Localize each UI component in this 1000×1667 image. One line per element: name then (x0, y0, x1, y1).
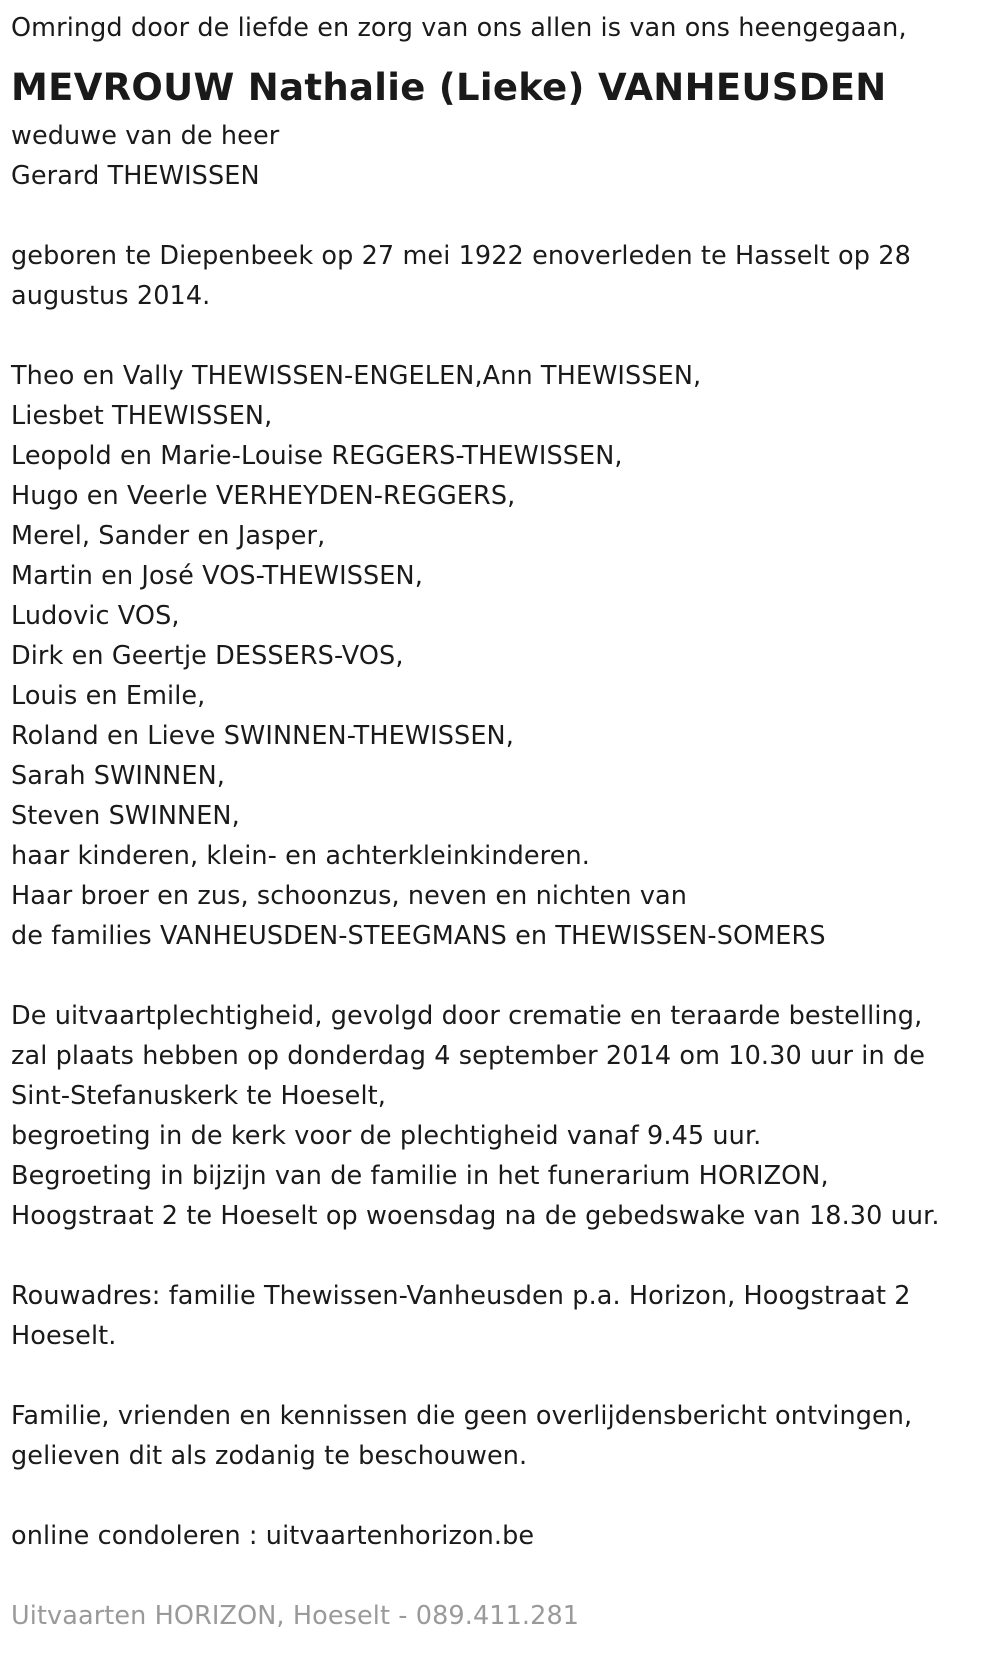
family-line: Hugo en Veerle VERHEYDEN-REGGERS, (11, 481, 516, 511)
family-line: haar kinderen, klein- en achterkleinkinderen. (11, 841, 590, 871)
family-line: Roland en Lieve SWINNEN-THEWISSEN, (11, 721, 514, 751)
family-line: Steven SWINNEN, (11, 801, 240, 831)
family-line: Ludovic VOS, (11, 601, 180, 631)
family-line: de families VANHEUSDEN-STEEGMANS en THEWISSEN-SOMERS (11, 921, 826, 951)
ceremony-line: Hoogstraat 2 te Hoeselt op woensdag na de gebedswake van 18.30 uur. (11, 1201, 940, 1231)
family-line: Merel, Sander en Jasper, (11, 521, 326, 551)
spacer (11, 1556, 1000, 1596)
deceased-name: MEVROUW Nathalie (Lieke) VANHEUSDEN (11, 66, 887, 109)
notice-line: Familie, vrienden en kennissen die geen overlijdensbericht ontvingen, (11, 1401, 913, 1431)
ceremony-line: zal plaats hebben op donderdag 4 september 2014 om 10.30 uur in de (11, 1041, 926, 1071)
address-line: Rouwadres: familie Thewissen-Vanheusden p.a. Horizon, Hoogstraat 2 (11, 1281, 911, 1311)
notice-section (11, 1396, 1000, 1476)
spacer (11, 196, 1000, 236)
condolence-link[interactable]: online condoleren : uitvaartenhorizon.be (11, 1521, 535, 1551)
family-line: Dirk en Geertje DESSERS-VOS, (11, 641, 404, 671)
family-line: Liesbet THEWISSEN, (11, 401, 273, 431)
birth-death-line: geboren te Diepenbeek op 27 mei 1922 enoverleden te Hasselt op 28 (11, 241, 911, 271)
ceremony-line: begroeting in de kerk voor de plechtigheid vanaf 9.45 uur. (11, 1121, 762, 1151)
ceremony-line: De uitvaartplechtigheid, gevolgd door crematie en teraarde bestelling, (11, 1001, 923, 1031)
address-section (11, 1276, 1000, 1356)
widow-line: weduwe van de heer (11, 121, 280, 151)
spacer (11, 1356, 1000, 1396)
family-line: Martin en José VOS-THEWISSEN, (11, 561, 423, 591)
ceremony-section (11, 996, 1000, 1236)
ceremony-line: Sint-Stefanuskerk te Hoeselt, (11, 1081, 386, 1111)
address-line: Hoeselt. (11, 1321, 117, 1351)
notice-line: gelieven dit als zodanig te beschouwen. (11, 1441, 528, 1471)
birth-death-section (11, 236, 1000, 316)
family-line: Louis en Emile, (11, 681, 206, 711)
family-line: Theo en Vally THEWISSEN-ENGELEN,Ann THEWISSEN, (11, 361, 702, 391)
intro-text: Omringd door de liefde en zorg van ons allen is van ons heengegaan, (11, 13, 907, 43)
widow-section (11, 116, 1000, 196)
family-line: Leopold en Marie-Louise REGGERS-THEWISSEN, (11, 441, 623, 471)
funeral-home-footer: Uitvaarten HORIZON, Hoeselt - 089.411.281 (11, 1601, 580, 1631)
family-line: Haar broer en zus, schoonzus, neven en nichten van (11, 881, 687, 911)
family-section (11, 356, 1000, 956)
spacer (11, 1236, 1000, 1276)
ceremony-line: Begroeting in bijzijn van de familie in het funerarium HORIZON, (11, 1161, 829, 1191)
family-line: Sarah SWINNEN, (11, 761, 225, 791)
widow-line: Gerard THEWISSEN (11, 161, 260, 191)
spacer (11, 956, 1000, 996)
spacer (11, 1476, 1000, 1516)
birth-death-line: augustus 2014. (11, 281, 211, 311)
spacer (11, 316, 1000, 356)
